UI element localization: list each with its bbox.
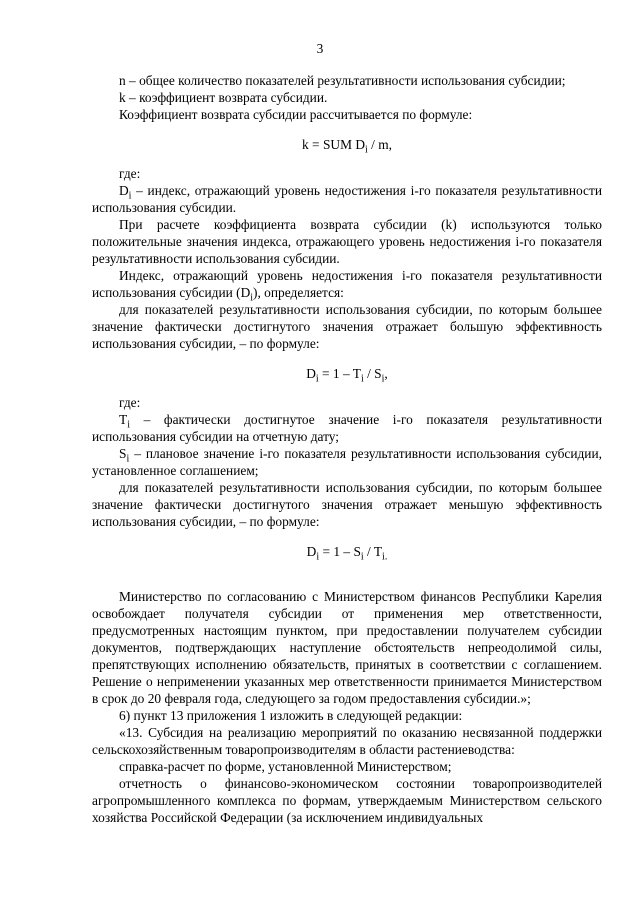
paragraph-calculation-form: справка-расчет по форме, установленной Министерством; — [119, 759, 452, 774]
paragraph-ti-definition: $T_i$ – фактически достигнутое значение i-го показателя результативности использования субсидии на отчетную дату; — [92, 412, 602, 444]
where-label: где: — [119, 166, 141, 181]
formula-di-2: $D_i = 1 - S_i / T_{i.}$ — [306, 544, 388, 563]
paragraph-n-definition: n – общее количество показателей результативности использования субсидии; — [119, 73, 566, 88]
paragraph-formula-intro: Коэффициент возврата субсидии рассчитывается по формуле: — [119, 107, 473, 122]
paragraph-si-definition: $S_i$ – плановое значение i-го показателя результативности использования субсидии, установленное соглашением; — [92, 446, 602, 478]
paragraph-index-determined: Индекс, отражающий уровень недостижения i-го показателя результативности использования субсидии $(D_i)$, определяется: — [92, 268, 602, 304]
paragraph-item-6: 6) пункт 13 приложения 1 изложить в следующей редакции: — [119, 708, 463, 723]
paragraph-greater-better: для показателей результативности использования субсидии, по которым большее значение фактически достигнутого значения отражает большую эффективность использования субсидии, – по формуле: — [92, 302, 602, 351]
paragraph-positive-values: При расчете коэффициента возврата субсидии (k) используются только положительные значения индекса, отражающего уровень недостижения i-го показателя результативности использования субсидии. — [92, 217, 602, 266]
page-number: 3 — [316, 41, 324, 56]
paragraph-reporting: отчетность о финансово-экономическом состоянии товаропроизводителей агропромышленного комплекса по формам, утверждаемым Министерством сельского хозяйства Российской Федерации (за исключением индивидуальных — [92, 776, 602, 825]
where-label: где: — [119, 395, 141, 410]
paragraph-k-definition: k – коэффициент возврата субсидии. — [119, 90, 328, 105]
paragraph-di-definition: $D_i$ – индекс, отражающий уровень недостижения i-го показателя результативности использования субсидии. — [92, 183, 602, 215]
formula-di-1: $D_i = 1 - T_i / S_i$, — [306, 366, 388, 385]
formula-k: k = SUM $D_i$ / m, — [302, 137, 392, 156]
spacer — [92, 572, 602, 588]
paragraph-item-13: «13. Субсидия на реализацию мероприятий по оказанию несвязанной поддержки сельскохозяйственным товаропроизводителям в области растениеводства: — [92, 725, 602, 757]
paragraph-force-majeure: Министерство по согласованию с Министерством финансов Республики Карелия освобождает получателя субсидии от применения мер ответственности, предусмотренных настоящим пунктом, при предоставлении получателем субсидии документов, подтверждающих наступление обстоятельств непреодолимой силы, препятствующих исполнению обязательств, принятых в соответствии с соглашением. Решение о неприменении указанных мер ответственности принимается Министерством в срок до 20 февраля года, следующего за годом предоставления субсидии.»; — [92, 589, 602, 706]
paragraph-greater-worse: для показателей результативности использования субсидии, по которым большее значение фактически достигнутого значения отражает меньшую эффективность использования субсидии, – по формуле: — [92, 480, 602, 529]
document-body — [92, 72, 602, 826]
